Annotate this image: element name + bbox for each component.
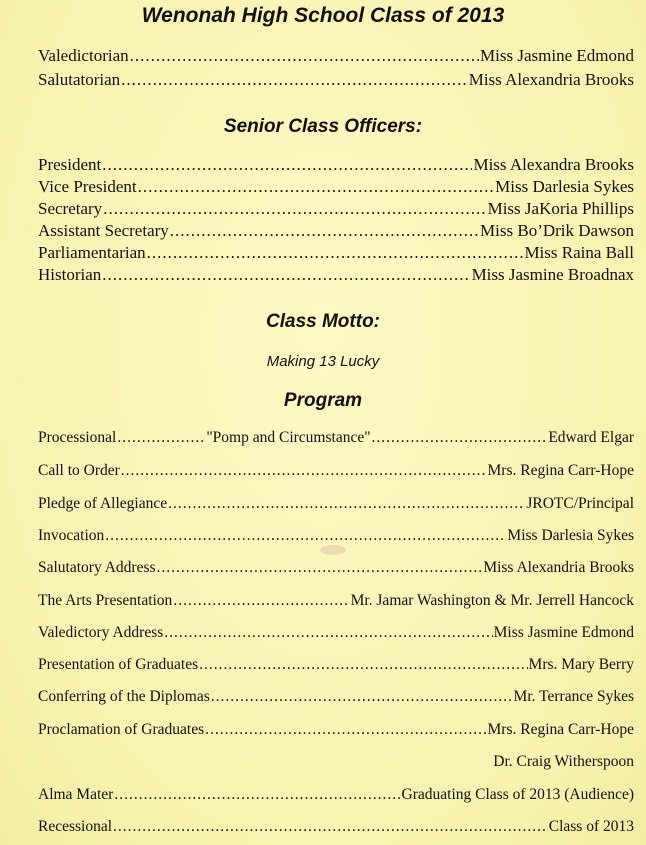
program-row-call-to-order <box>38 462 634 480</box>
program-label: Processional <box>38 429 117 446</box>
dot-leader <box>157 559 483 577</box>
officer-value: Miss Alexandra Brooks <box>473 155 634 174</box>
dot-leader <box>168 495 525 513</box>
program-value: Edward Elgar <box>548 429 634 446</box>
dot-leader <box>102 265 470 285</box>
program-label: Conferring of the Diplomas <box>38 688 210 705</box>
program-label: Pledge of Allegiance <box>38 495 168 512</box>
dot-leader <box>173 592 349 610</box>
program-value: Class of 2013 <box>548 818 634 835</box>
page-title: Wenonah High School Class of 2013 <box>141 4 505 27</box>
honor-row-salutatorian <box>38 70 634 90</box>
program-label: The Arts Presentation <box>38 592 173 609</box>
officer-row-parliamentarian <box>38 243 634 263</box>
program-row-processional <box>38 429 634 447</box>
officer-label: Parliamentarian <box>38 243 146 262</box>
program-row-invocation <box>38 527 634 545</box>
program-value: Mrs. Regina Carr-Hope <box>487 721 634 738</box>
program-heading: Program <box>283 390 363 411</box>
dot-leader <box>164 624 492 642</box>
officer-row-historian <box>38 265 634 285</box>
honor-label: Valedictorian <box>38 46 129 65</box>
program-value: Graduating Class of 2013 (Audience) <box>401 786 634 803</box>
honor-label: Salutatorian <box>38 70 121 89</box>
program-value: Miss Alexandria Brooks <box>483 559 634 576</box>
program-label: Valedictory Address <box>38 624 164 641</box>
officer-value: Miss Bo’Drik Dawson <box>480 221 634 240</box>
officer-value: Miss Darlesia Sykes <box>495 177 634 196</box>
honor-value: Miss Alexandria Brooks <box>468 70 634 89</box>
program-label: Call to Order <box>38 462 120 479</box>
program-label: Salutatory Address <box>38 559 156 576</box>
officer-value: Miss Jasmine Broadnax <box>471 265 634 284</box>
program-row-valedictory <box>38 624 634 642</box>
officer-label: Assistant Secretary <box>38 221 169 240</box>
program-row-salutatory <box>38 559 634 577</box>
program-value: Mr. Terrance Sykes <box>513 688 634 705</box>
officer-label: Historian <box>38 265 102 284</box>
dot-leader <box>103 199 486 219</box>
program-label: Recessional <box>38 818 113 835</box>
program-label: Alma Mater <box>38 786 114 803</box>
dot-leader <box>117 429 205 447</box>
dot-leader <box>147 243 524 263</box>
program-value: Miss Darlesia Sykes <box>507 527 634 544</box>
dot-leader <box>113 818 548 836</box>
officer-row-secretary <box>38 199 634 219</box>
officer-label: President <box>38 155 102 174</box>
paper-smudge <box>320 545 346 555</box>
officer-label: Vice President <box>38 177 137 196</box>
program-piece: "Pomp and Circumstance" <box>206 429 371 446</box>
officer-value: Miss JaKoria Phillips <box>487 199 634 218</box>
motto-heading: Class Motto: <box>266 311 380 332</box>
dot-leader <box>105 527 506 545</box>
dot-leader <box>199 656 527 674</box>
officer-row-assistant-secretary <box>38 221 634 241</box>
program-row-proclamation <box>38 721 634 739</box>
program-row-conferring <box>38 688 634 706</box>
program-label: Proclamation of Graduates <box>38 721 205 738</box>
officer-row-vice-president <box>38 177 634 197</box>
dot-leader <box>102 155 472 175</box>
program-label: Invocation <box>38 527 105 544</box>
program-row-recessional <box>38 818 634 836</box>
dot-leader <box>121 70 468 90</box>
officers-heading: Senior Class Officers: <box>223 116 423 137</box>
program-row-presentation <box>38 656 634 674</box>
program-row-arts <box>38 592 634 610</box>
dot-leader <box>114 786 400 804</box>
program-extra-name: Dr. Craig Witherspoon <box>493 753 634 770</box>
officer-label: Secretary <box>38 199 103 218</box>
program-row-pledge <box>38 495 634 513</box>
honor-value: Miss Jasmine Edmond <box>480 46 634 65</box>
officer-row-president <box>38 155 634 175</box>
dot-leader <box>372 429 548 447</box>
dot-leader <box>205 721 486 739</box>
dot-leader <box>138 177 495 197</box>
dot-leader <box>121 462 487 480</box>
dot-leader <box>130 46 479 66</box>
program-row-alma-mater <box>38 786 634 804</box>
dot-leader <box>170 221 479 241</box>
program-value: Mr. Jamar Washington & Mr. Jerrell Hancock <box>350 592 634 609</box>
officer-value: Miss Raina Ball <box>524 243 634 262</box>
program-value: Mrs. Mary Berry <box>528 656 634 673</box>
honor-row-valedictorian <box>38 46 634 66</box>
program-value: Mrs. Regina Carr-Hope <box>487 462 634 479</box>
program-label: Presentation of Graduates <box>38 656 199 673</box>
program-value: Miss Jasmine Edmond <box>493 624 634 641</box>
dot-leader <box>211 688 513 706</box>
class-motto: Making 13 Lucky <box>266 353 380 370</box>
program-value: JROTC/Principal <box>526 495 634 512</box>
